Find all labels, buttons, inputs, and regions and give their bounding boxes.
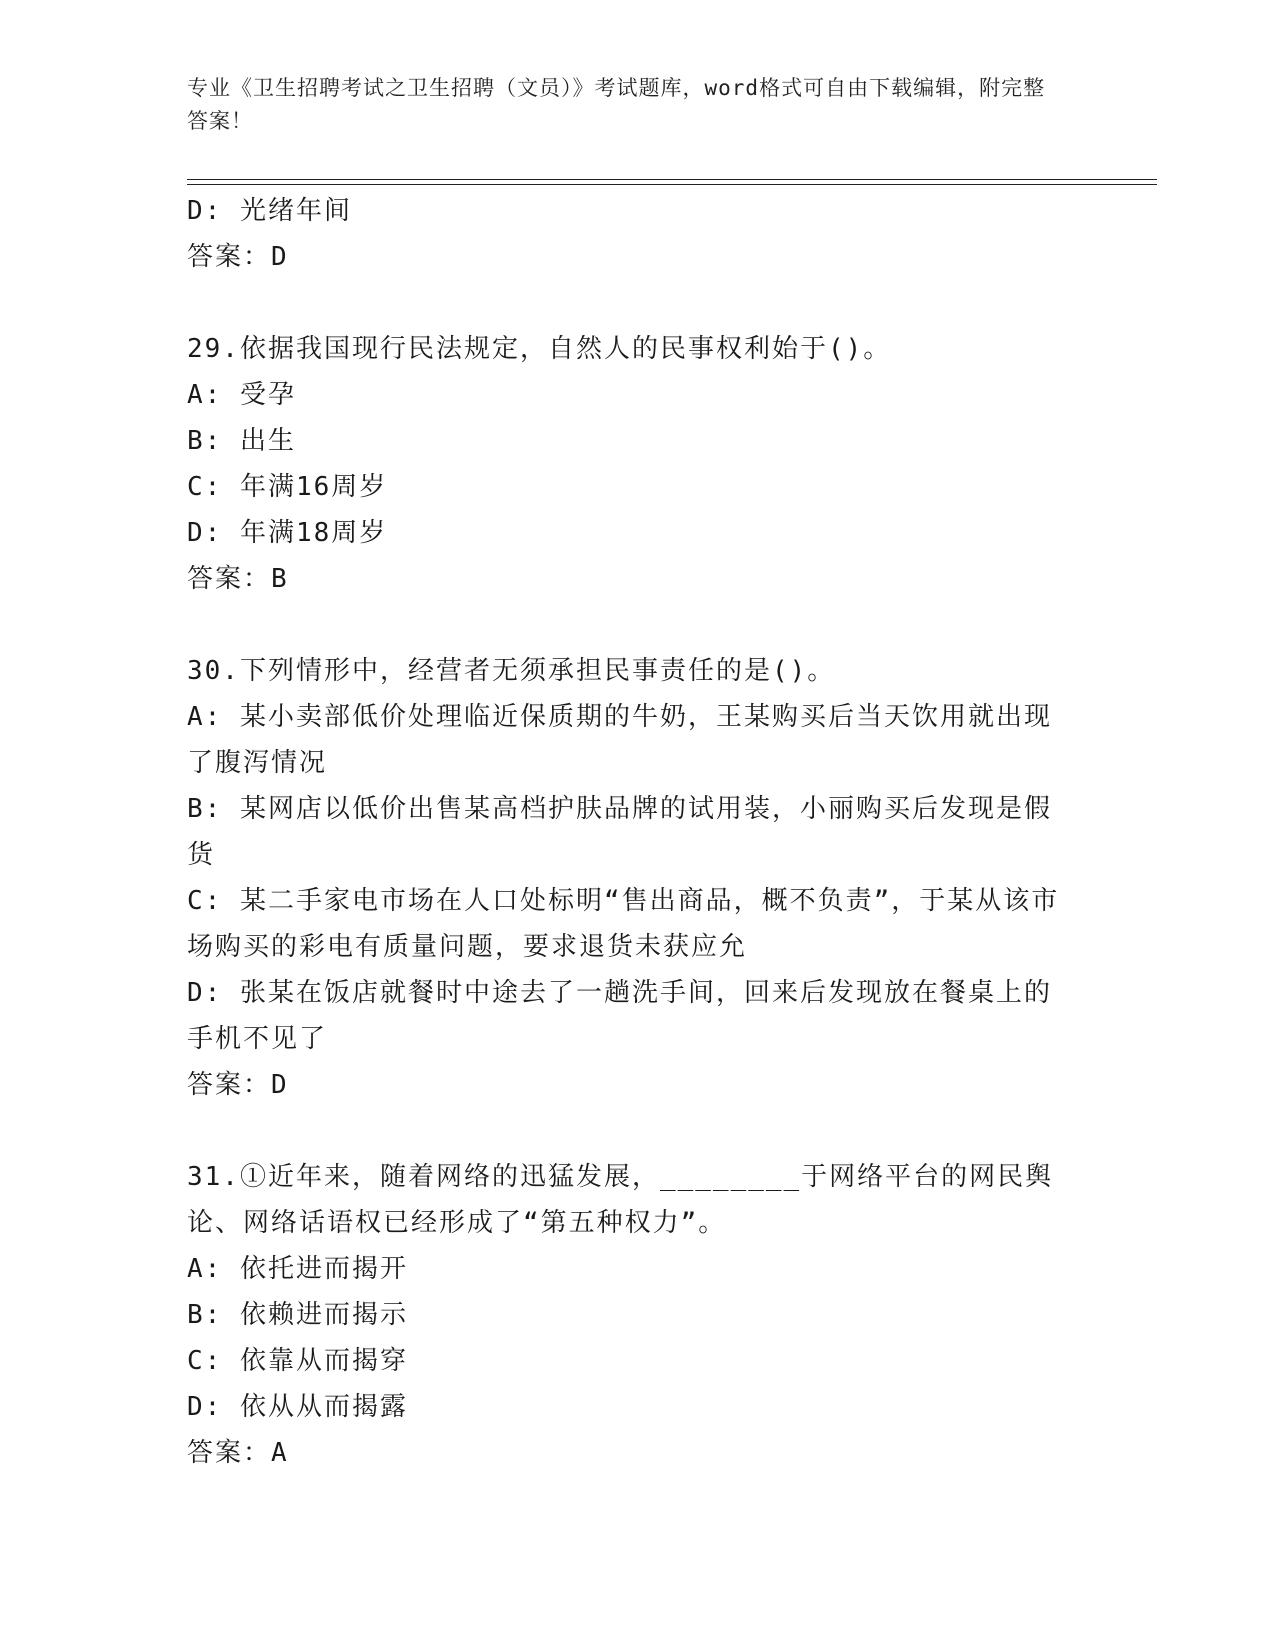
question-29 [187, 326, 1077, 602]
answer-label: 答案： [187, 1070, 272, 1100]
question-stem: 31.①近年来，随着网络的迅猛发展，________于网络平台的网民舆论、网络话语权已经形成了“第五种权力”。 [187, 1162, 1054, 1238]
question-gap [187, 1108, 1077, 1154]
option-c: C: 依靠从而揭穿 [187, 1346, 408, 1376]
option-c: C: 年满16周岁 [187, 472, 388, 502]
option-a: A: 受孕 [187, 380, 296, 410]
option-b: B: 某网店以低价出售某高档护肤品牌的试用装，小丽购买后发现是假货 [187, 794, 1052, 870]
header-rule-top [187, 179, 1157, 180]
answer-value: A [271, 1438, 289, 1468]
option-d: D: 光绪年间 [187, 196, 352, 226]
answer-line [187, 1062, 1077, 1108]
option-d: D: 依从从而揭露 [187, 1392, 408, 1422]
answer-line [187, 556, 1077, 602]
option-a: A: 某小卖部低价处理临近保质期的牛奶，王某购买后当天饮用就出现了腹泻情况 [187, 702, 1052, 778]
answer-line [187, 234, 1077, 280]
question-30 [187, 648, 1077, 1108]
answer-value: D [271, 242, 289, 272]
question-gap [187, 280, 1077, 326]
option-d: D: 年满18周岁 [187, 518, 388, 548]
question-stem: 29.依据我国现行民法规定，自然人的民事权利始于()。 [187, 334, 892, 364]
question-31 [187, 1154, 1077, 1476]
answer-line [187, 1430, 1077, 1476]
answer-label: 答案： [187, 242, 272, 272]
answer-value: D [271, 1070, 289, 1100]
option-b: B: 出生 [187, 426, 296, 456]
question-gap [187, 602, 1077, 648]
page-header: 专业《卫生招聘考试之卫生招聘（文员）》考试题库，word格式可自由下载编辑，附完整答案！ [187, 76, 1046, 133]
answer-label: 答案： [187, 1438, 272, 1468]
header-rule-bottom [187, 184, 1157, 185]
option-d: D: 张某在饭店就餐时中途去了一趟洗手间，回来后发现放在餐桌上的手机不见了 [187, 978, 1052, 1054]
option-a: A: 依托进而揭开 [187, 1254, 408, 1284]
question-stem: 30.下列情形中，经营者无须承担民事责任的是()。 [187, 656, 836, 686]
question-content [187, 188, 1077, 1476]
option-c: C: 某二手家电市场在人口处标明“售出商品，概不负责”，于某从该市场购买的彩电有质量问题，要求退货未获应允 [187, 886, 1060, 962]
answer-value: B [271, 564, 289, 594]
option-b: B: 依赖进而揭示 [187, 1300, 408, 1330]
answer-label: 答案： [187, 564, 272, 594]
